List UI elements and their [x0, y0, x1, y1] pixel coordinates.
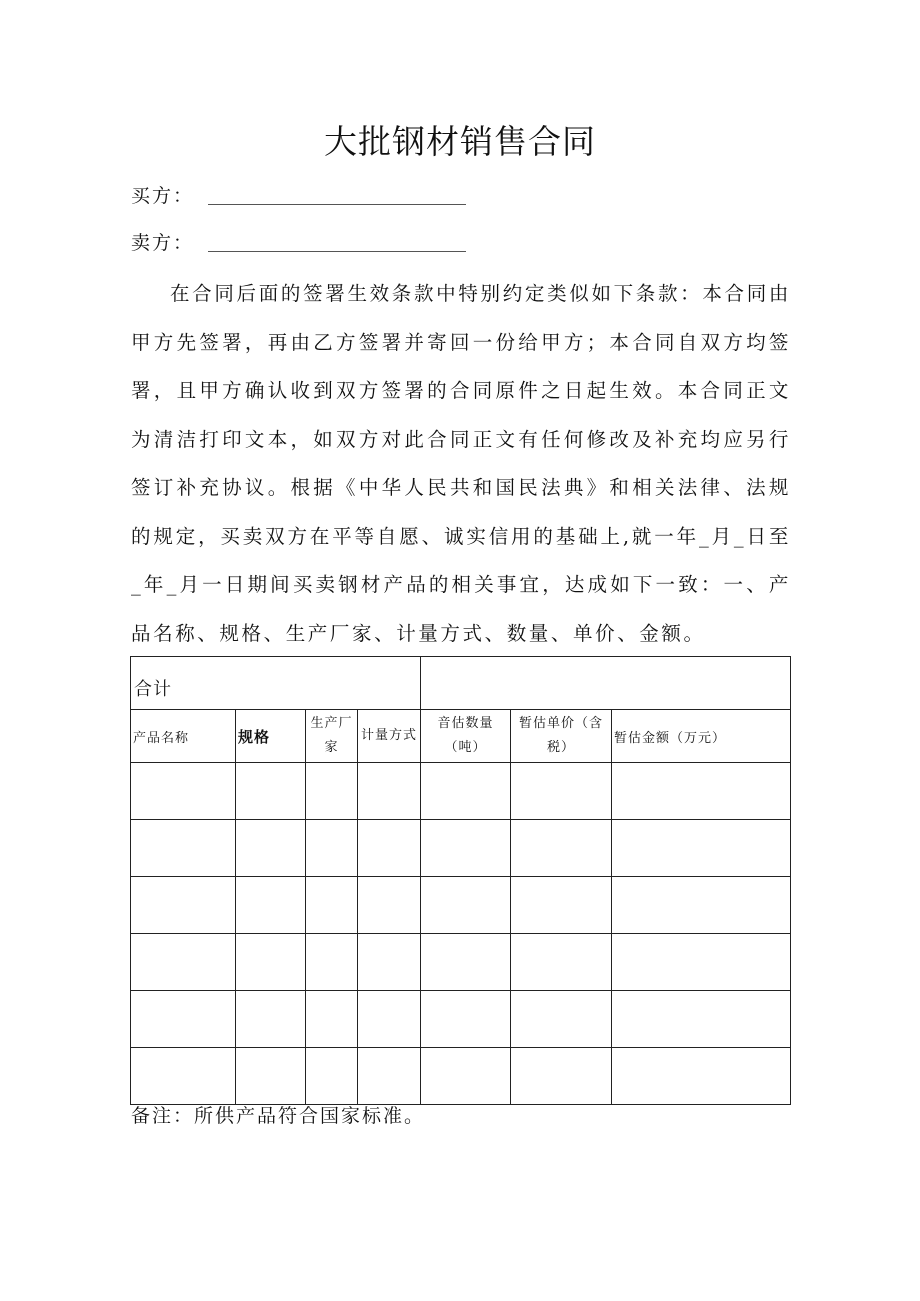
table-cell[interactable]	[511, 1048, 612, 1105]
table-cell[interactable]	[236, 763, 306, 820]
table-cell[interactable]	[236, 820, 306, 877]
table-cell[interactable]	[421, 991, 511, 1048]
table-cell[interactable]	[421, 763, 511, 820]
table-cell[interactable]	[131, 877, 236, 934]
table-cell[interactable]	[358, 820, 421, 877]
buyer-label: 买方：	[131, 185, 195, 207]
table-cell[interactable]	[358, 1048, 421, 1105]
table-cell[interactable]	[131, 1048, 236, 1105]
seller-line	[131, 228, 466, 255]
table-row	[131, 877, 791, 934]
goods-table	[130, 656, 791, 1105]
total-row	[131, 657, 791, 710]
table-cell[interactable]	[306, 763, 358, 820]
table-cell[interactable]	[421, 820, 511, 877]
table-row	[131, 934, 791, 991]
header-est-unit-price: 暂估单价（含税）	[511, 710, 612, 763]
header-row	[131, 710, 791, 763]
header-est-quantity: 音估数量（吨）	[421, 710, 511, 763]
table-cell[interactable]	[236, 934, 306, 991]
table-cell[interactable]	[358, 934, 421, 991]
intro-paragraph: 在合同后面的签署生效条款中特别约定类似如下条款：本合同由甲方先签署，再由乙方签署并寄回一份给甲方；本合同自双方均签署，且甲方确认收到双方签署的合同原件之日起生效。本合同正文为清洁打印文本，如双方对此合同正文有任何修改及补充均应另行签订补充协议。根据《中华人民共和国民法典》和相关法律、法规的规定，买卖双方在平等自愿、诚实信用的基础上,就一年_月_日至_年_月一日期间买卖钢材产品的相关事宜，达成如下一致：一、产品名称、规格、生产厂家、计量方式、数量、单价、金额。	[131, 282, 791, 645]
table-row	[131, 820, 791, 877]
table-cell[interactable]	[306, 1048, 358, 1105]
table-row	[131, 991, 791, 1048]
table-cell[interactable]	[511, 763, 612, 820]
table-cell[interactable]	[511, 820, 612, 877]
table-cell[interactable]	[358, 991, 421, 1048]
table-cell[interactable]	[612, 934, 791, 991]
table-cell[interactable]	[306, 934, 358, 991]
table-cell[interactable]	[612, 1048, 791, 1105]
table-cell[interactable]	[306, 820, 358, 877]
table-cell[interactable]	[358, 877, 421, 934]
buyer-line	[131, 181, 466, 208]
table-cell[interactable]	[421, 934, 511, 991]
table-cell[interactable]	[511, 991, 612, 1048]
table-row	[131, 1048, 791, 1105]
total-value-cell[interactable]	[421, 657, 791, 710]
table-cell[interactable]	[131, 934, 236, 991]
table-cell[interactable]	[612, 763, 791, 820]
header-spec: 规格	[236, 710, 306, 763]
header-manufacturer: 生产厂家	[306, 710, 358, 763]
table-cell[interactable]	[511, 877, 612, 934]
seller-blank-field[interactable]	[208, 250, 466, 252]
header-measure-method: 计量方式	[358, 710, 421, 763]
table-cell[interactable]	[421, 1048, 511, 1105]
table-cell[interactable]	[421, 877, 511, 934]
table-cell[interactable]	[306, 991, 358, 1048]
header-est-amount: 暂估金额（万元）	[612, 710, 791, 763]
seller-label: 卖方：	[131, 232, 195, 254]
buyer-blank-field[interactable]	[208, 203, 466, 205]
table-row	[131, 763, 791, 820]
table-cell[interactable]	[612, 820, 791, 877]
table-cell[interactable]	[612, 877, 791, 934]
total-label: 合计	[131, 657, 421, 710]
table-cell[interactable]	[236, 1048, 306, 1105]
table-cell[interactable]	[131, 763, 236, 820]
table-cell[interactable]	[612, 991, 791, 1048]
table-cell[interactable]	[358, 763, 421, 820]
table-cell[interactable]	[236, 991, 306, 1048]
table-cell[interactable]	[131, 991, 236, 1048]
table-cell[interactable]	[236, 877, 306, 934]
table-cell[interactable]	[511, 934, 612, 991]
table-cell[interactable]	[306, 877, 358, 934]
table-cell[interactable]	[131, 820, 236, 877]
header-product-name: 产品名称	[131, 710, 236, 763]
page-title: 大批钢材销售合同	[324, 122, 596, 161]
remark-note: 备注：所供产品符合国家标准。	[131, 1105, 426, 1127]
